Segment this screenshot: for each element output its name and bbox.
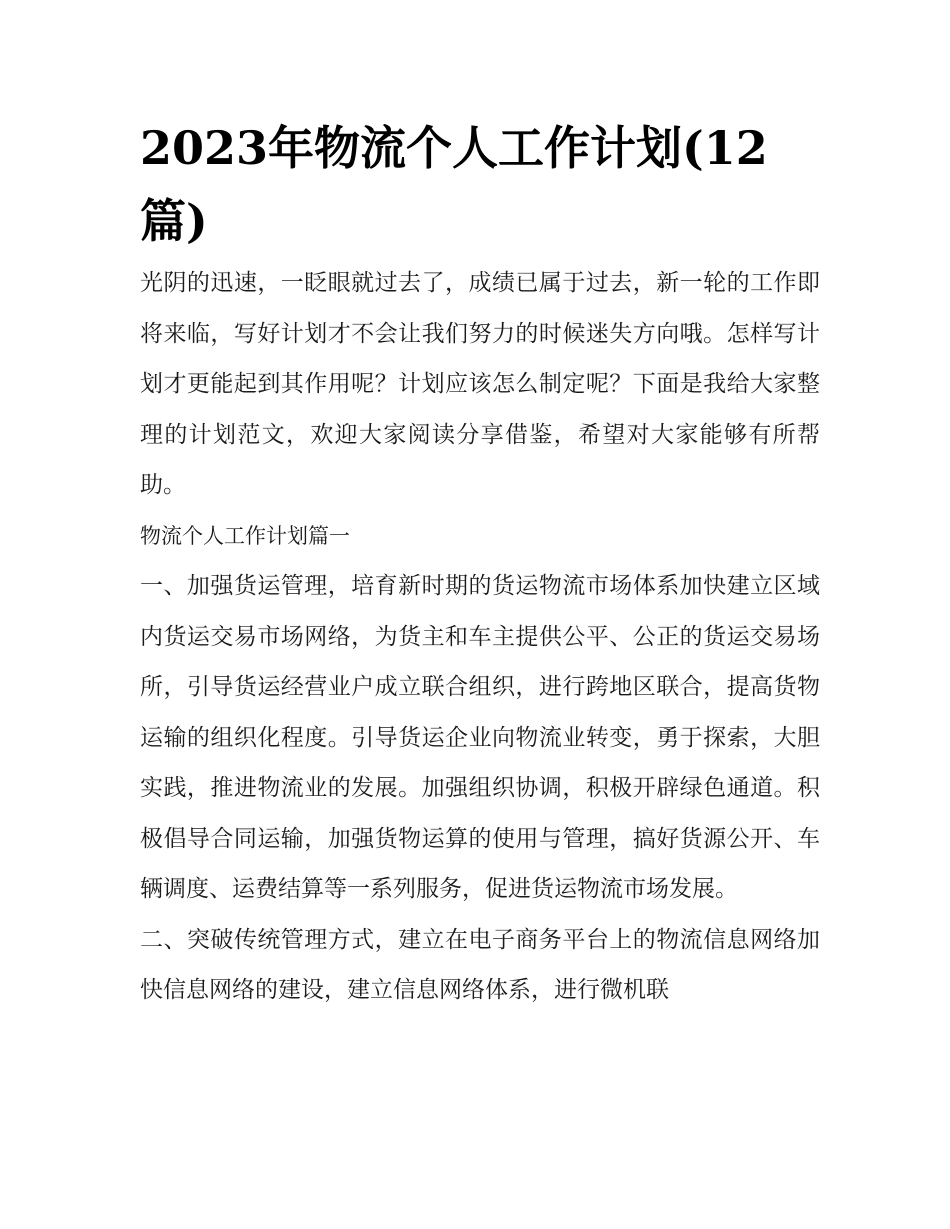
section-heading: 物流个人工作计划篇一 xyxy=(140,523,350,548)
document-body xyxy=(140,112,820,1016)
document-title: 2023年物流个人工作计划(12篇) xyxy=(140,121,768,248)
body-paragraph-2: 二、突破传统管理方式，建立在电子商务平台上的物流信息网络加快信息网络的建设，建立信息网络体系，进行微机联 xyxy=(140,926,820,1003)
body-paragraph-1: 一、加强货运管理，培育新时期的货运物流市场体系加快建立区域内货运交易市场网络，为货主和车主提供公平、公正的货运交易场所，引导货运经营业户成立联合组织，进行跨地区联合，提高货物运输的组织化程度。引导货运企业向物流业转变，勇于探索，大胆实践，推进物流业的发展。加强组织协调，积极开辟绿色通道。积极倡导合同运输，加强货物运算的使用与管理，搞好货源公开、车辆调度、运费结算等一系列服务，促进货运物流市场发展。 xyxy=(140,573,820,902)
intro-paragraph: 光阴的迅速，一眨眼就过去了，成绩已属于过去，新一轮的工作即将来临，写好计划才不会让我们努力的时候迷失方向哦。怎样写计划才更能起到其作用呢？计划应该怎么制定呢？下面是我给大家整理的计划范文，欢迎大家阅读分享借鉴，希望对大家能够有所帮助。 xyxy=(140,270,820,498)
